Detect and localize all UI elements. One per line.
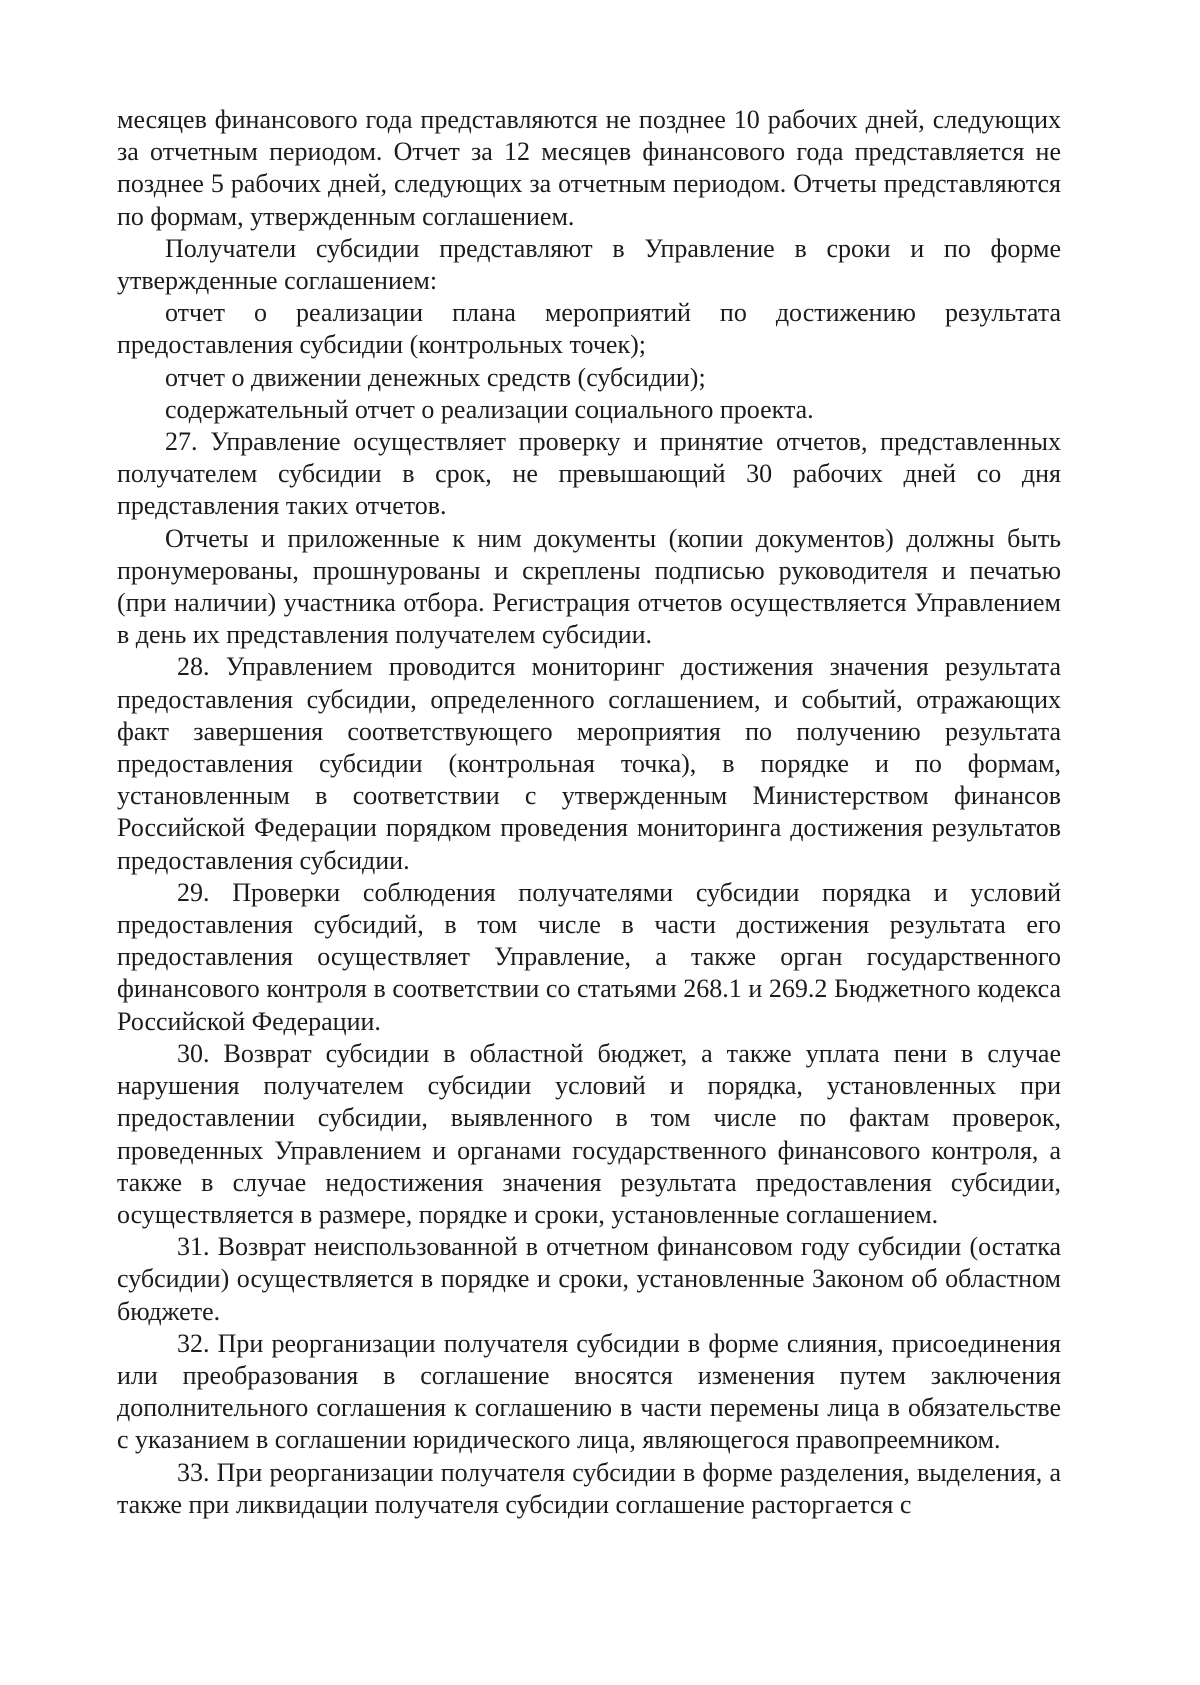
paragraph-31: 31. Возврат неиспользованной в отчетном финансовом году субсидии (остатка субсидии) осуществляется в порядке и сроки, установленные Законом об областном бюджете. bbox=[117, 1232, 1061, 1326]
paragraph-report-content: содержательный отчет о реализации социального проекта. bbox=[165, 394, 814, 424]
paragraph-30: 30. Возврат субсидии в областной бюджет, а также уплата пени в случае нарушения получателем субсидии условий и порядка, установленных при предоставлении субсидии, выявленного в том числе по фактам проверок, проведенных Управлением и органами государственного финансового контроля, а также в случае недостижения значения результата предоставления субсидии, осуществляется в размере, порядке и сроки, установленные соглашением. bbox=[117, 1038, 1061, 1229]
paragraph-recipients-reports: Получатели субсидии представляют в Управление в сроки и по форме утвержденные соглашением: bbox=[117, 233, 1061, 296]
paragraph-28: 28. Управлением проводится мониторинг достижения значения результата предоставления субсидии, определенного соглашением, и событий, отражающих факт завершения соответствующего мероприятия по получению результата предоставления субсидии (контрольная точка), в порядке и по формам, установленным в соответствии с утвержденным Министерством финансов Российской Федерации порядком проведения мониторинга достижения результатов предоставления субсидии. bbox=[117, 652, 1061, 875]
paragraph-reports-documents: Отчеты и приложенные к ним документы (копии документов) должны быть пронумерованы, прошнурованы и скреплены подписью руководителя и печатью (при наличии) участника отбора. Регистрация отчетов осуществляется Управлением в день их представления получателем субсидии. bbox=[117, 523, 1061, 650]
paragraph-27: 27. Управление осуществляет проверку и принятие отчетов, представленных получателем субсидии в срок, не превышающий 30 рабочих дней со дня представления таких отчетов. bbox=[117, 427, 1061, 521]
paragraph-report-plan: отчет о реализации плана мероприятий по достижению результата предоставления субсидии (контрольных точек); bbox=[117, 298, 1061, 360]
paragraph-report-cash-flow: отчет о движении денежных средств (субсидии); bbox=[165, 362, 706, 392]
document-body bbox=[117, 104, 1061, 1521]
paragraph-continuation: месяцев финансового года представляются не позднее 10 рабочих дней, следующих за отчетным периодом. Отчет за 12 месяцев финансового года представляется не позднее 5 рабочих дней, следующих за отчетным периодом. Отчеты представляются по формам, утвержденным соглашением. bbox=[117, 105, 1061, 231]
paragraph-33: 33. При реорганизации получателя субсидии в форме разделения, выделения, а также при ликвидации получателя субсидии соглашение расторгается с bbox=[117, 1457, 1061, 1519]
paragraph-29: 29. Проверки соблюдения получателями субсидии порядка и условий предоставления субсидий, в том числе в части достижения результата его предоставления осуществляет Управление, а также орган государственного финансового контроля в соответствии со статьями 268.1 и 269.2 Бюджетного кодекса Российской Федерации. bbox=[117, 877, 1061, 1036]
paragraph-32: 32. При реорганизации получателя субсидии в форме слияния, присоединения или преобразования в соглашение вносятся изменения путем заключения дополнительного соглашения к соглашению в части перемены лица в обязательстве с указанием в соглашении юридического лица, являющегося правопреемником. bbox=[117, 1328, 1061, 1455]
